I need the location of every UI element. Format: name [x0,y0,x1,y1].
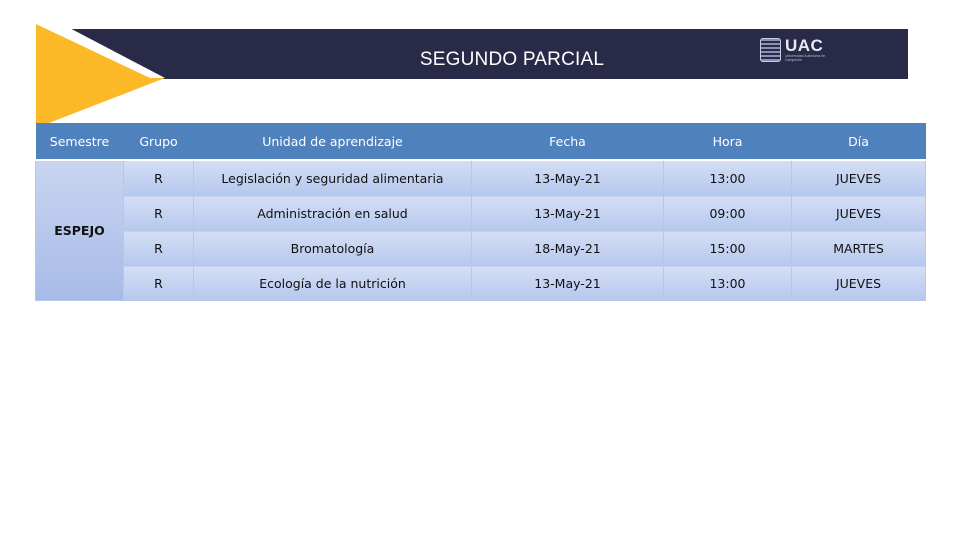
hora-cell: 15:00 [664,231,792,266]
exam-schedule-table [35,123,926,301]
hora-cell: 13:00 [664,266,792,301]
grupo-cell: R [124,196,194,231]
dia-cell: JUEVES [792,160,926,196]
dia-cell: JUEVES [792,196,926,231]
table-row [36,196,926,231]
hora-cell: 13:00 [664,160,792,196]
column-header-grupo: Grupo [124,123,194,160]
university-logo [760,34,840,66]
column-header-hora: Hora [664,123,792,160]
fecha-cell: 13-May-21 [472,196,664,231]
logo-subtitle: Universidad Autónoma de Campeche [784,54,826,62]
column-header-fecha: Fecha [472,123,664,160]
dia-cell: MARTES [792,231,926,266]
accent-shape [0,0,180,130]
university-seal-icon [760,38,781,62]
grupo-cell: R [124,231,194,266]
logo-mark: UAC [784,36,824,55]
column-header-semestre: Semestre [36,123,124,160]
table-row [36,231,926,266]
fecha-cell: 13-May-21 [472,266,664,301]
column-header-dia: Día [792,123,926,160]
grupo-cell: R [124,160,194,196]
table-header-row [36,123,926,160]
fecha-cell: 13-May-21 [472,160,664,196]
semestre-cell: ESPEJO [36,160,124,301]
fecha-cell: 18-May-21 [472,231,664,266]
unidad-cell: Legislación y seguridad alimentaria [194,160,472,196]
grupo-cell: R [124,266,194,301]
table-row [36,160,926,196]
table-row [36,266,926,301]
unidad-cell: Ecología de la nutrición [194,266,472,301]
column-header-unidad: Unidad de aprendizaje [194,123,472,160]
page-title: SEGUNDO PARCIAL [419,49,605,70]
unidad-cell: Administración en salud [194,196,472,231]
dia-cell: JUEVES [792,266,926,301]
unidad-cell: Bromatología [194,231,472,266]
hora-cell: 09:00 [664,196,792,231]
